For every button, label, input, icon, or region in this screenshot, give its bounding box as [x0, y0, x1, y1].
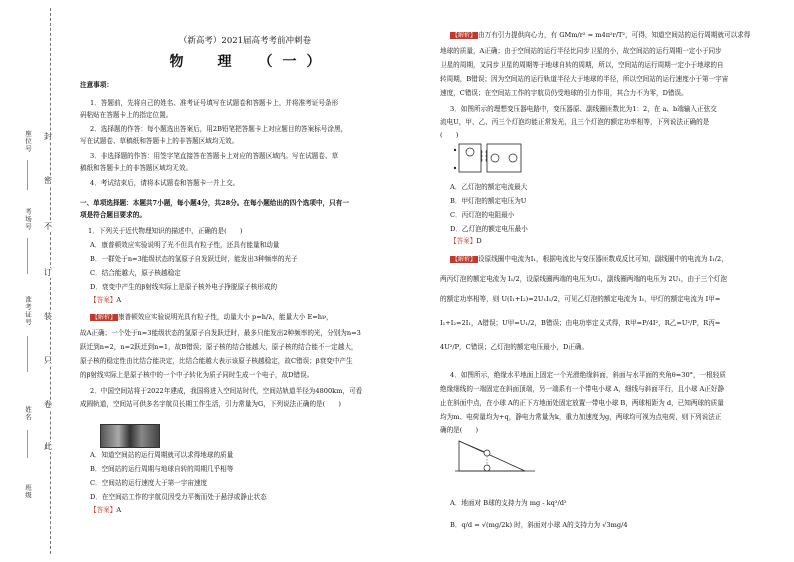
explanation-line: 地球的质量，A正确；由于空间站的运行半径比同步卫星的小，故空间站的运行周期一定小于同步: [440, 47, 722, 55]
option-a: A．乙灯泡的额定电流最大: [450, 183, 528, 191]
option-b: B．q/d = √(mg/2k) 时，斜面对小球 A的支持力为 √3mg/4: [450, 521, 628, 529]
explanation-line: 的额定功率相等，则 U(I₁+I₂)=2U₁I₁/2，可见乙灯泡的额定电流为 I₁，甲灯的额定电流为 I甲=: [440, 295, 721, 303]
seal-char: 装: [44, 312, 52, 321]
explanation-line: 卫星的周期，又同步卫星的周期等于地球自转的周期，所以，空间站的运行周期一定小于地球的自: [440, 61, 724, 69]
explanation-line: 转周期，B错误；因为空间站的运行轨道半径大于地球的半径，所以空间站的运行速度小于第一宇宙: [440, 75, 729, 83]
fill-line: [27, 336, 28, 372]
class-label: 班级: [24, 484, 32, 499]
explanation-label: 【解析】: [452, 32, 477, 39]
answer-line: [90, 505, 121, 516]
question-2: 成圆轨道，空间站可供多名宇航员长期工作生活，引力常量为G，下列说法正确的是( ): [80, 400, 341, 408]
notice-line: 2．选择题的作答：每小题选出答案后，用2B铅笔把答题卡上对应题目的答案标号涂黑，: [90, 125, 348, 133]
seal-char: 只: [44, 356, 52, 365]
explanation-line: 跃迁到n=2，n=2跃迁到n=1，故B错误；原子核的结合能越大，原子核的结合能不一定越大，: [80, 343, 358, 351]
binding-strip: [0, 0, 60, 562]
question-4: 4．如图所示，绝缘水平地面上固定一个光滑绝缘斜面，斜面与水平面的夹角θ=30°，一根轻质: [450, 371, 726, 379]
question-4: 止在斜面中点，在小球 A的正下方地面处固定放置一带电小球 B，两球相距为 d，已知两球的质量: [440, 399, 724, 407]
option-d: D．乙灯泡的额定电压最小: [450, 225, 528, 233]
question-3: 3．如图所示的理想变压器电路中，变压器原、副线圈匝数比为1：2，在 a、b端输入正弦交: [450, 105, 717, 113]
answer-label: 【答案】: [450, 237, 477, 245]
seal-char: 密: [44, 176, 52, 185]
option-a: A．知道空间站的运行周期就可以求得地球的质量: [90, 451, 234, 459]
question-4: 均为m、电荷量均为+q，静电力常量为k，重力加速度为g，两球均可视为点电荷，则下列说法正: [440, 413, 722, 421]
option-c: C．空间站的运行速度大于第一宇宙速度: [90, 479, 208, 487]
transformer-circuit-figure: [453, 140, 527, 178]
question-3: ( ): [440, 131, 459, 139]
seal-char: 此: [44, 442, 52, 451]
question-2: 2．中国空间站将于2022年建成，我国将进入空间站时代，空间站轨道半径为4800km，可看: [90, 387, 363, 395]
option-b: B．空间站的运行周期与地球自转的周期几乎相等: [90, 465, 234, 473]
section-heading: 一、单项选择题：本题共7小题，每小题4分，共28分。在每小题给出的四个选项中，只有一: [80, 199, 349, 207]
seal-line: [50, 8, 51, 554]
notice-line: 3．非选择题的作答：用签字笔直接答在答题卡上对应的答题区域内。写在试题卷、草: [90, 152, 339, 160]
notice-line: 码粘贴在答题卡上的指定位置。: [80, 111, 173, 119]
explanation-line: 的β射线实际上是原子核中的一个中子转化为质子同时生成一个电子，故D错误。: [80, 371, 314, 379]
answer-value: D: [476, 237, 482, 245]
option-b: B．一群处于n=3能级状态的氢原子自发跃迁时，能发出3种频率的光子: [90, 255, 298, 263]
seal-char: 卷: [44, 400, 52, 409]
answer-line: [450, 236, 482, 247]
question-4: 绝缘细线的一端固定在斜面顶端，另一端系有一个带电小球 A，细线与斜面平行，且小球 A正好静: [440, 385, 725, 393]
notice-line: 1．答题前，先将自己的姓名、准考证号填写在试题卷和答题卡上，并将准考证号条形: [90, 99, 339, 107]
explanation-text: 设原线圈中电流为I₁，根据电流比与变压器匝数成反比可知，副线圈中的电流为 I₁/2，: [478, 255, 728, 263]
explanation-line: 原子核的稳定性由比结合能决定，比结合能越大表示该原子核越稳定，故C错误；β衰变中产生: [80, 357, 353, 365]
exam-room-label: 考场号: [24, 208, 32, 231]
explanation-line: 两丙灯泡的额定电流为 I₁/2，设原线圈两端的电压为U₁，副线圈两端的电压为 2U₁，由于三个灯泡: [440, 275, 728, 283]
explanation-line: 4U²/P，C错误；乙灯泡的额定电压最小，D正确。: [440, 343, 589, 351]
explanation-text: 康普顿效应实验说明光具有粒子性，动量大小 p=h/λ，能量大小 E=hν，: [118, 313, 333, 321]
seal-char: 不: [44, 222, 52, 231]
answer-label: 【答案】: [90, 296, 117, 304]
explanation-label: 【解析】: [452, 256, 477, 263]
notice-line: 4．考试结束后，请将本试题卷和答题卡一并上交。: [90, 179, 240, 187]
explanation-line: 故A正确；一个处于n=3能级状态的氢原子自发跃迁时，最多只能发出2种频率的光，分别为n=3: [80, 329, 361, 337]
option-b: B．甲灯泡的额定电压为U: [450, 197, 527, 205]
notice-line: 写在试题卷、草稿纸和答题卡上的非答题区域均无效。: [80, 137, 239, 145]
option-d: D．衰变中产生的β射线实际上是原子核外电子挣脱原子核形成的: [90, 283, 278, 291]
fill-line: [27, 238, 28, 274]
exam-title: （新高考）2021届高考考前冲刺卷: [178, 36, 312, 46]
seat-number-label: 座位号: [24, 130, 32, 153]
question-1: 1．下列关于近代物理知识的描述中，正确的是( ): [88, 227, 243, 235]
section-heading: 项是符合题目要求的。: [80, 211, 146, 219]
seal-char: 订: [44, 268, 52, 277]
option-c: C．丙灯泡的电阻最小: [450, 211, 515, 219]
explanation-label: 【解析】: [92, 314, 117, 321]
option-a: A．地面对 B球的支持力为 mg - kq²/d²: [450, 499, 567, 507]
fill-line: [27, 430, 28, 458]
option-a: A．康普顿效应实验说明了光不但具有粒子性，还具有能量和动量: [90, 241, 280, 249]
explanation-line: I₁+I₂=2I₁，A错误；U甲=U₁/2，B错误；由电功率定义式得，R甲=P/4I²，R乙=U²/P，R丙=: [440, 319, 721, 327]
notice-line: 稿纸和答题卡上的非答题区域均无效。: [80, 164, 193, 172]
explanation-line: [450, 30, 750, 42]
question-3: 流电U，甲、乙、丙三个灯泡均能正常发光，且三个灯泡的额定功率相等，下列说法正确的是: [440, 118, 710, 126]
explanation-line: [450, 254, 728, 266]
option-c: C．结合能越大，原子核越稳定: [90, 269, 181, 277]
space-station-photo: [100, 424, 160, 448]
answer-value: A: [116, 506, 122, 514]
admission-number-label: 准考证号: [24, 296, 32, 326]
fill-line: [27, 160, 28, 190]
question-4: 确的是( ): [440, 426, 479, 434]
option-d: D．在空间站工作的宇航员因受力平衡而处于悬浮或静止状态: [90, 493, 267, 501]
explanation-line: 速度，C错误；在空间站工作的宇航员仍受地球的引力作用，其合力不为零，D错误。: [440, 89, 688, 97]
answer-value: A: [116, 296, 122, 304]
answer-label: 【答案】: [90, 506, 117, 514]
explanation-line: [90, 312, 333, 324]
notice-title: 注意事项：: [80, 81, 113, 89]
explanation-text: 由万有引力提供向心力，有 GMm/r² = m4π²r/T²，可得，知道空间站的运行周期就可以求得: [478, 31, 751, 39]
subject-title: 物 理 （一）: [169, 54, 331, 70]
seal-char: 封: [44, 132, 52, 141]
answer-line: [90, 295, 121, 306]
incline-figure: [455, 435, 535, 475]
name-label: 姓名: [24, 406, 32, 421]
